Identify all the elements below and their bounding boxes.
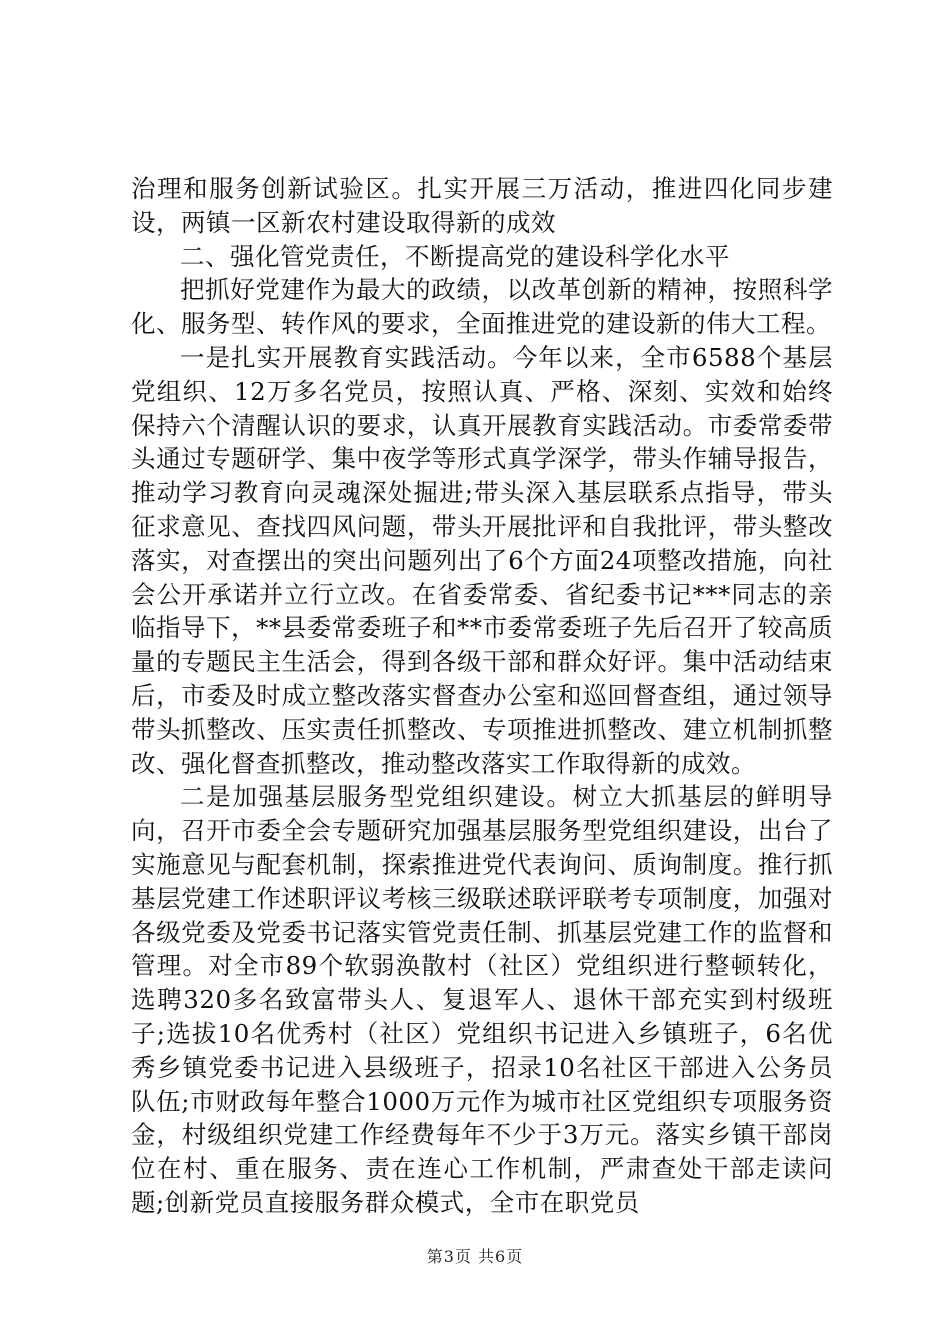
paragraph-intro: 把抓好党建作为最大的政绩，以改革创新的精神，按照科学化、服务型、转作风的要求，全面推进党的建设新的伟大工程。 bbox=[131, 275, 833, 339]
section-heading: 二、强化管党责任，不断提高党的建设科学化水平 bbox=[180, 241, 730, 271]
document-body bbox=[131, 172, 833, 1220]
paragraph-education-practice: 一是扎实开展教育实践活动。今年以来，全市6588个基层党组织、12万多名党员，按照认真、严格、深刻、实效和始终保持六个清醒认识的要求，认真开展教育实践活动。市委常委带头通过专题研学、集中夜学等形式真学深学，带头作辅导报告，推动学习教育向灵魂深处掘进;带头深入基层联系点指导，带头征求意见、查找四风问题，带头开展批评和自我批评，带头整改落实，对查摆出的突出问题列出了6个方面24项整改措施，向社会公开承诺并立行立改。在省委常委、省纪委书记***同志的亲临指导下，**县委常委班子和**市委常委班子先后召开了较高质量的专题民主生活会，得到各级干部和群众好评。集中活动结束后，市委及时成立整改落实督查办公室和巡回督查组，通过领导带头抓整改、压实责任抓整改、专项推进抓整改、建立机制抓整改、强化督查抓整改，推动整改落实工作取得新的成效。 bbox=[131, 342, 833, 778]
page-number-footer: 第3页 共6页 bbox=[426, 1247, 524, 1266]
paragraph-continuation: 治理和服务创新试验区。扎实开展三万活动，推进四化同步建设，两镇一区新农村建设取得新的成效 bbox=[131, 174, 833, 237]
paragraph-grassroots-organization: 二是加强基层服务型党组织建设。树立大抓基层的鲜明导向，召开市委全会专题研究加强基层服务型党组织建设，出台了实施意见与配套机制，探索推进党代表询问、质询制度。推行抓基层党建工作述职评议考核三级联述联评联考专项制度，加强对各级党委及党委书记落实管党责任制、抓基层党建工作的监督和管理。对全市89个软弱涣散村（社区）党组织进行整顿转化，选聘320多名致富带头人、复退军人、退休干部充实到村级班子;选拔10名优秀村（社区）党组织书记进入乡镇班子，6名优秀乡镇党委书记进入县级班子，招录10名社区干部进入公务员队伍;市财政每年整合1000万元作为城市社区党组织专项服务资金，村级组织党建工作经费每年不少于3万元。落实乡镇干部岗位在村、重在服务、责在连心工作机制，严肃查处干部走读问题;创新党员直接服务群众模式，全市在职党员 bbox=[131, 782, 833, 1217]
